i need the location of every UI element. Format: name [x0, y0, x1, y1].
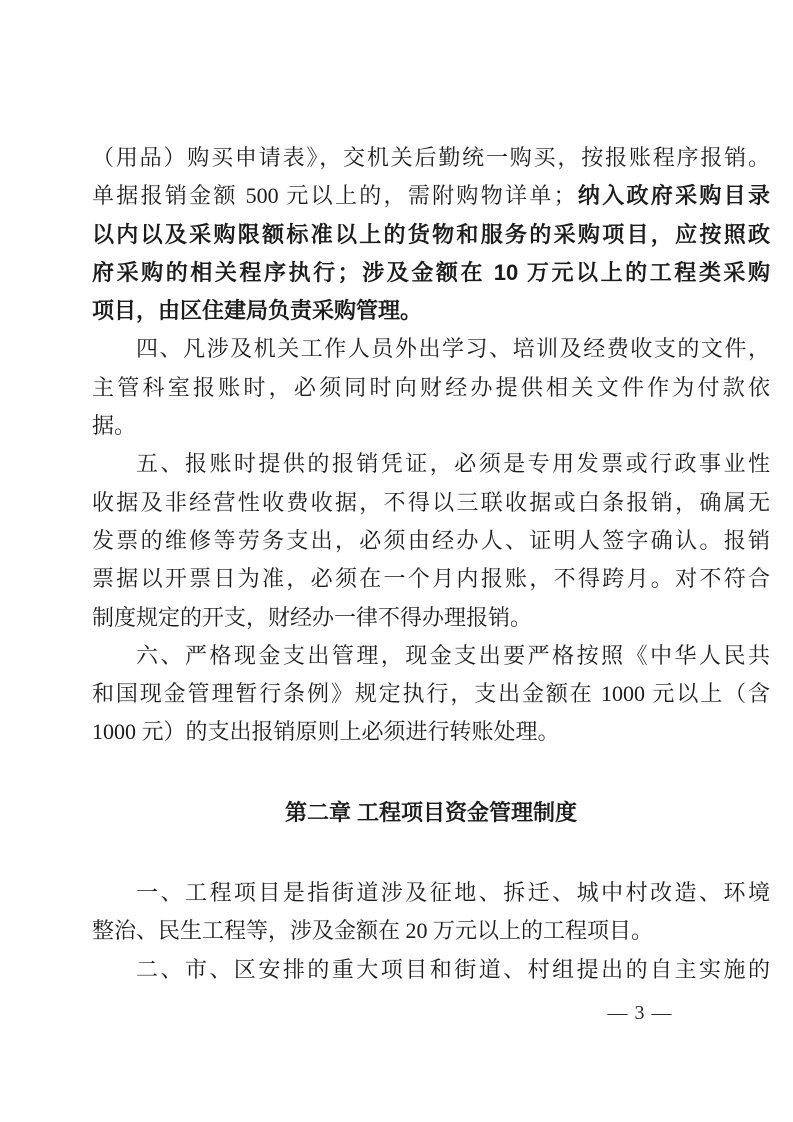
paragraph-rule-two-line: 二、市、区安排的重大项目和街道、村组提出的自主实施的 [136, 956, 770, 982]
paragraph-rule-one-line: 一、工程项目是指街道涉及征地、拆迁、城中村改造、环境 [136, 880, 770, 906]
paragraph-rule-four-line: 四、凡涉及机关工作人员外出学习、培训及经费收支的文件， [136, 336, 770, 362]
paragraph-procurement-line [92, 177, 770, 215]
procurement-regular-text: 单据报销金额 500 元以上的，需附购物详单； [92, 183, 576, 209]
chapter-heading: 第二章 工程项目资金管理制度 [284, 799, 578, 825]
paragraph-rule-four-line: 据。 [92, 413, 137, 439]
page-number: — 3 — [607, 1002, 673, 1024]
paragraph-rule-five-line: 收据及非经营性收费收据，不得以三联收据或白条报销，确属无 [92, 489, 770, 515]
paragraph-procurement-line: （用品）购买申请表》，交机关后勤统一购买，按报账程序报销。 [92, 145, 770, 170]
paragraph-procurement-line: 项目，由区住建局负责采购管理。 [92, 298, 423, 324]
paragraph-procurement-line: 府采购的相关程序执行；涉及金额在 10 万元以上的工程类采购 [92, 259, 770, 285]
paragraph-rule-five-line: 五、报账时提供的报销凭证，必须是专用发票或行政事业性 [136, 451, 770, 477]
paragraph-rule-five-line: 制度规定的开支，财经办一律不得办理报销。 [92, 604, 533, 630]
paragraph-rule-one-line: 整治、民生工程等，涉及金额在 20 万元以上的工程项目。 [92, 918, 654, 944]
document-body [92, 139, 770, 989]
paragraph-rule-six-line: 六、严格现金支出管理，现金支出要严格按照《中华人民共 [136, 642, 770, 668]
paragraph-rule-four-line: 主管科室报账时，必须同时向财经办提供相关文件作为付款依 [92, 374, 770, 400]
paragraph-rule-five-line: 票据以开票日为准，必须在一个月内报账，不得跨月。对不符合 [92, 566, 770, 592]
paragraph-procurement-line: 以内以及采购限额标准以上的货物和服务的采购项目，应按照政 [92, 221, 770, 247]
paragraph-rule-five-line: 发票的维修等劳务支出，必须由经办人、证明人签字确认。报销 [92, 527, 770, 553]
paragraph-rule-six-line: 和国现金管理暂行条例》规定执行，支出金额在 1000 元以上（含 [92, 681, 770, 707]
paragraph-rule-six-line: 1000 元）的支出报销原则上必须进行转账处理。 [92, 719, 560, 745]
procurement-bold-text: 纳入政府采购目录 [575, 183, 770, 209]
